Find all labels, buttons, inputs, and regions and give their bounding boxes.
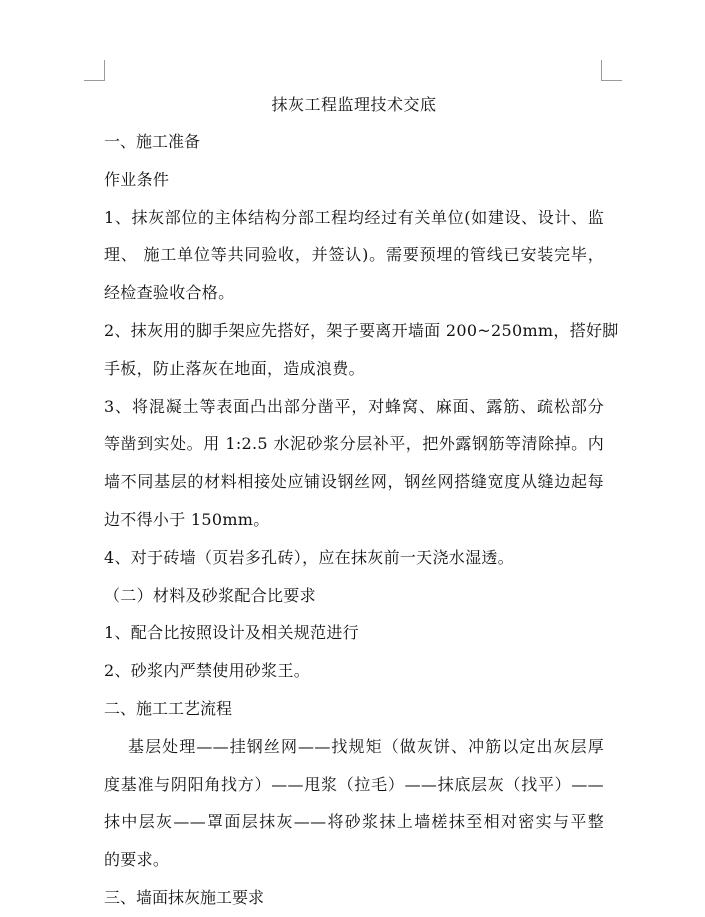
paragraph-line: 的要求。 <box>104 850 170 870</box>
document-title: 抹灰工程监理技术交底 <box>271 95 437 114</box>
paragraph-line: 3、将混凝土等表面凸出部分凿平，对蜂窝、麻面、露筋、疏松部分 <box>104 396 604 416</box>
paragraph-line: 1、配合比按照设计及相关规范进行 <box>104 623 359 643</box>
paragraph-line: 经检查验收合格。 <box>104 283 235 303</box>
paragraph-line: 基层处理——挂钢丝网——找规矩（做灰饼、冲筋以定出灰层厚 <box>128 736 604 756</box>
paragraph-line: 抹中层灰——罩面层抹灰——将砂浆抹上墙槎抹至相对密实与平整 <box>104 812 604 832</box>
paragraph-line: 墙不同基层的材料相接处应铺设钢丝网，钢丝网搭缝宽度从缝边起每 <box>104 472 604 492</box>
section-heading-preparation: 一、施工准备 <box>104 132 201 151</box>
top-left-margin-mark <box>84 60 105 81</box>
paragraph-line: 边不得小于 150mm。 <box>104 509 270 529</box>
paragraph-line: 4、对于砖墙（页岩多孔砖），应在抹灰前一天浇水湿透。 <box>104 547 514 567</box>
paragraph-line: 2、砂浆内严禁使用砂浆王。 <box>104 661 311 681</box>
subheading-work-conditions: 作业条件 <box>104 169 170 189</box>
paragraph-line: 理、 施工单位等共同验收，并签认)。需要预埋的管线已安装完毕， <box>104 245 604 265</box>
top-right-margin-mark <box>601 60 622 81</box>
paragraph-line: 1、抹灰部位的主体结构分部工程均经过有关单位(如建设、设计、监 <box>104 207 604 227</box>
section-heading-wall-plastering: 三、墙面抹灰施工要求 <box>104 887 265 907</box>
paragraph-line: 手板，防止落灰在地面，造成浪费。 <box>104 358 365 378</box>
section-heading-process: 二、施工工艺流程 <box>104 698 233 718</box>
subheading-materials: （二）材料及砂浆配合比要求 <box>104 585 316 605</box>
paragraph-line: 2、抹灰用的脚手架应先搭好，架子要离开墙面 200~250mm，搭好脚 <box>104 320 619 340</box>
paragraph-line: 度基准与阴阳角找方）——甩浆（拉毛）——抹底层灰（找平）—— <box>104 774 604 794</box>
document-body <box>104 86 619 917</box>
paragraph-line: 等凿到实处。用 1:2.5 水泥砂浆分层补平，把外露钢筋等清除掉。内 <box>104 434 604 454</box>
